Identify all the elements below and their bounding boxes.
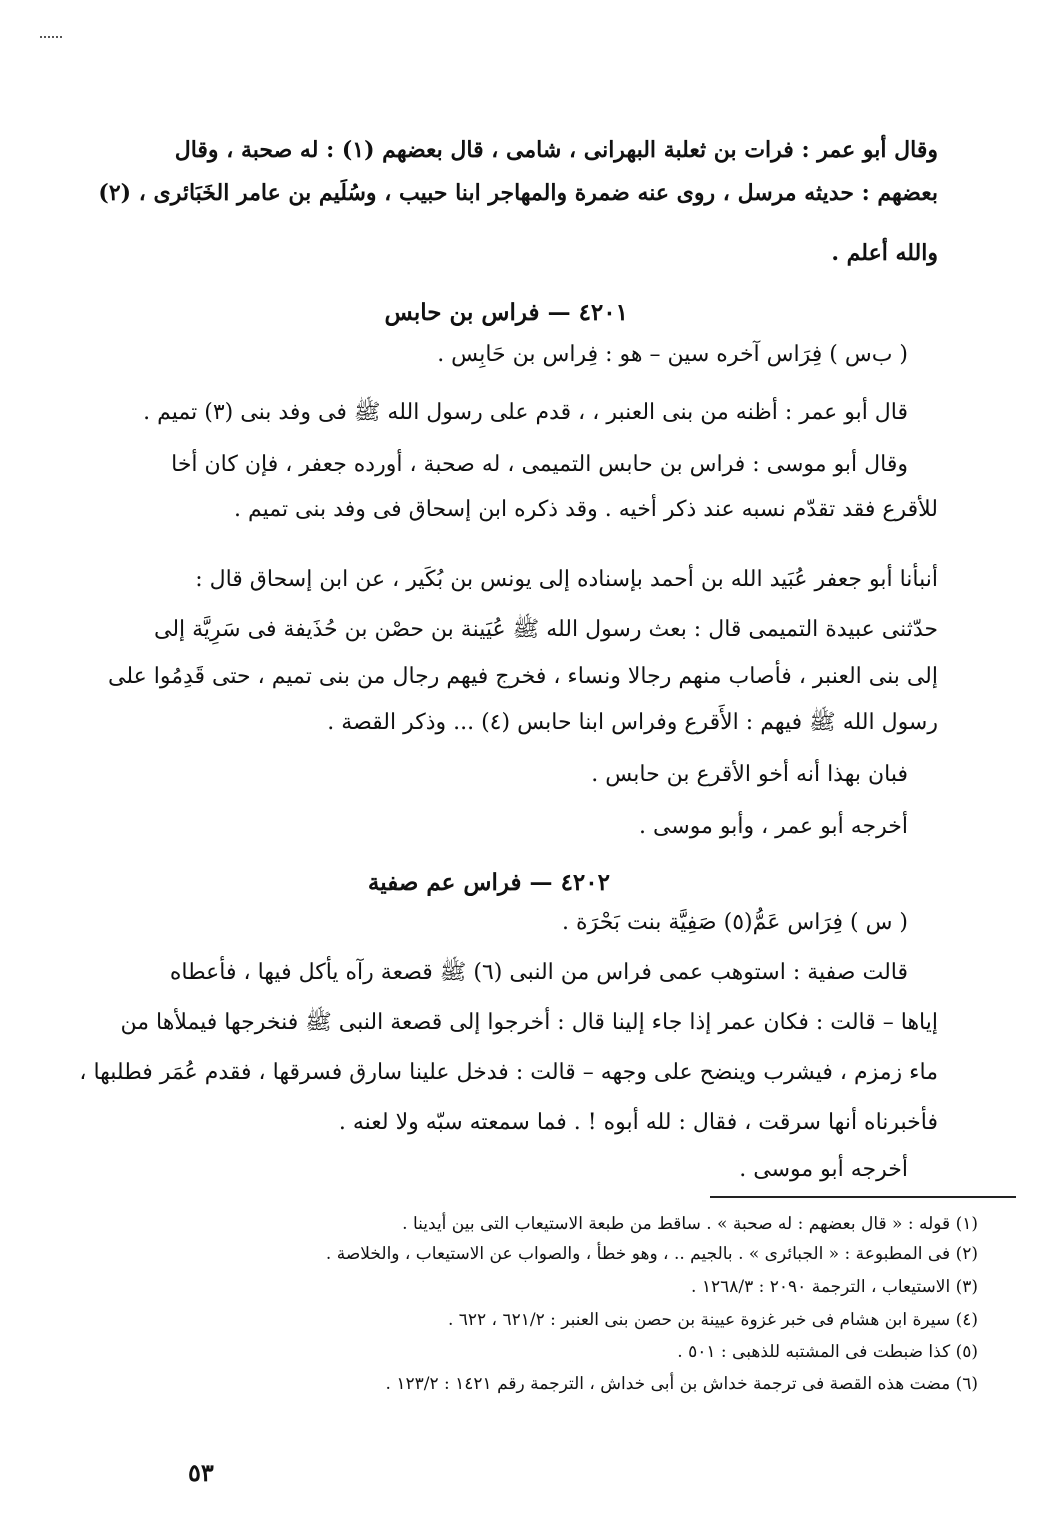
text-line: بعضهم : حديثه مرسل ، روى عنه ضمرة والمهاجر ابنا حبيب ، وسُلَيم بن عامر الخَبَائرى ، (٢) bbox=[98, 180, 938, 206]
footnote: (٥) كذا ضبطت فى المشتبه للذهبى : ٥٠١ . bbox=[677, 1342, 978, 1362]
text-line: حدّثنى عبيدة التميمى قال : بعث رسول الله ﷺ عُيَينة بن حصْن بن حُذَيفة فى سَرِيَّة إلى bbox=[153, 617, 938, 642]
footnote-divider bbox=[710, 1196, 1016, 1198]
text-line: قال أبو عمر : أظنه من بنى العنبر ، ، قدم على رسول الله ﷺ فى وفد بنى (٣) تميم . bbox=[143, 400, 908, 425]
text-line: ماء زمزم ، فيشرب وينضح على وجهه – قالت : فدخل علينا سارق فسرقها ، فقدم عُمَر فطلبها ، bbox=[79, 1060, 938, 1085]
footnote: (٢) فى المطبوعة : « الجبائرى » . بالجيم .. ، وهو خطأ ، والصواب عن الاستيعاب ، والخلاصة . bbox=[325, 1244, 978, 1264]
text-line: إلى بنى العنبر ، فأصاب منهم رجالا ونساء ، فخرج فيهم رجال من بنى تميم ، حتى قَدِمُوا على bbox=[108, 664, 938, 689]
text-line: أنبأنا أبو جعفر عُبَيد الله بن أحمد بإسناده إلى يونس بن بُكَير ، عن ابن إسحاق قال : bbox=[195, 567, 938, 592]
text-line: وقال أبو موسى : فراس بن حابس التميمى ، له صحبة ، أورده جعفر ، فإن كان أخا bbox=[171, 452, 908, 477]
footnote: (٤) سيرة ابن هشام فى خبر غزوة عيينة بن حصن بنى العنبر : ٦٢١/٢ ، ٦٢٢ . bbox=[447, 1310, 978, 1330]
footnote: (٦) مضت هذه القصة فى ترجمة خداش بن أبى خداش ، الترجمة رقم ١٤٢١ : ١٢٣/٢ . bbox=[385, 1374, 978, 1394]
text-line: فأخبرناه أنها سرقت ، فقال : لله أبوه ! . فما سمعته سبّه ولا لعنه . bbox=[338, 1110, 938, 1135]
page-number: ٥٣ bbox=[188, 1458, 214, 1487]
text-line: أخرجه أبو عمر ، وأبو موسى . bbox=[638, 814, 908, 839]
text-line: رسول الله ﷺ فيهم : الأَقرع وفراس ابنا حابس (٤) ... وذكر القصة . bbox=[327, 710, 938, 735]
text-line: أخرجه أبو موسى . bbox=[739, 1157, 908, 1182]
text-line: إياها – قالت : فكان عمر إذا جاء إلينا قال : أخرجوا إلى قصعة النبى ﷺ فنخرجها فيملأها من bbox=[120, 1010, 938, 1035]
text-line: قالت صفية : استوهب عمى فراس من النبى (٦) ﷺ قصعة رآه يأكل فيها ، فأعطاه bbox=[169, 960, 908, 985]
text-line: فبان بهذا أنه أخو الأقرع بن حابس . bbox=[591, 762, 908, 787]
entry-heading: ٤٢٠٢ — فراس عم صفية bbox=[367, 869, 610, 896]
entry-heading: ٤٢٠١ — فراس بن حابس bbox=[384, 299, 628, 326]
text-line: للأقرع فقد تقدّم نسبه عند ذكر أخيه . وقد ذكره ابن إسحاق فى وفد بنى تميم . bbox=[233, 497, 938, 522]
text-line: ( ب‌س ) فِرَاس آخره سين – هو : فِراس بن حَابِس . bbox=[437, 342, 908, 367]
text-line: والله أعلم . bbox=[831, 240, 938, 266]
scan-smudge bbox=[40, 36, 62, 42]
text-line: وقال أبو عمر : فرات بن ثعلبة البهرانى ، شامى ، قال بعضهم (١) : له صحبة ، وقال bbox=[174, 137, 938, 163]
footnote: (٣) الاستيعاب ، الترجمة ٢٠٩٠ : ١٢٦٨/٣ . bbox=[691, 1277, 978, 1297]
text-line: ( س ) فِرَاس عَمُّ(٥) صَفِيَّة بنت بَحْرَة . bbox=[562, 910, 908, 935]
footnote: (١) قوله : « قال بعضهم : له صحبة » . ساقط من طبعة الاستيعاب التى بين أيدينا . bbox=[402, 1214, 978, 1234]
